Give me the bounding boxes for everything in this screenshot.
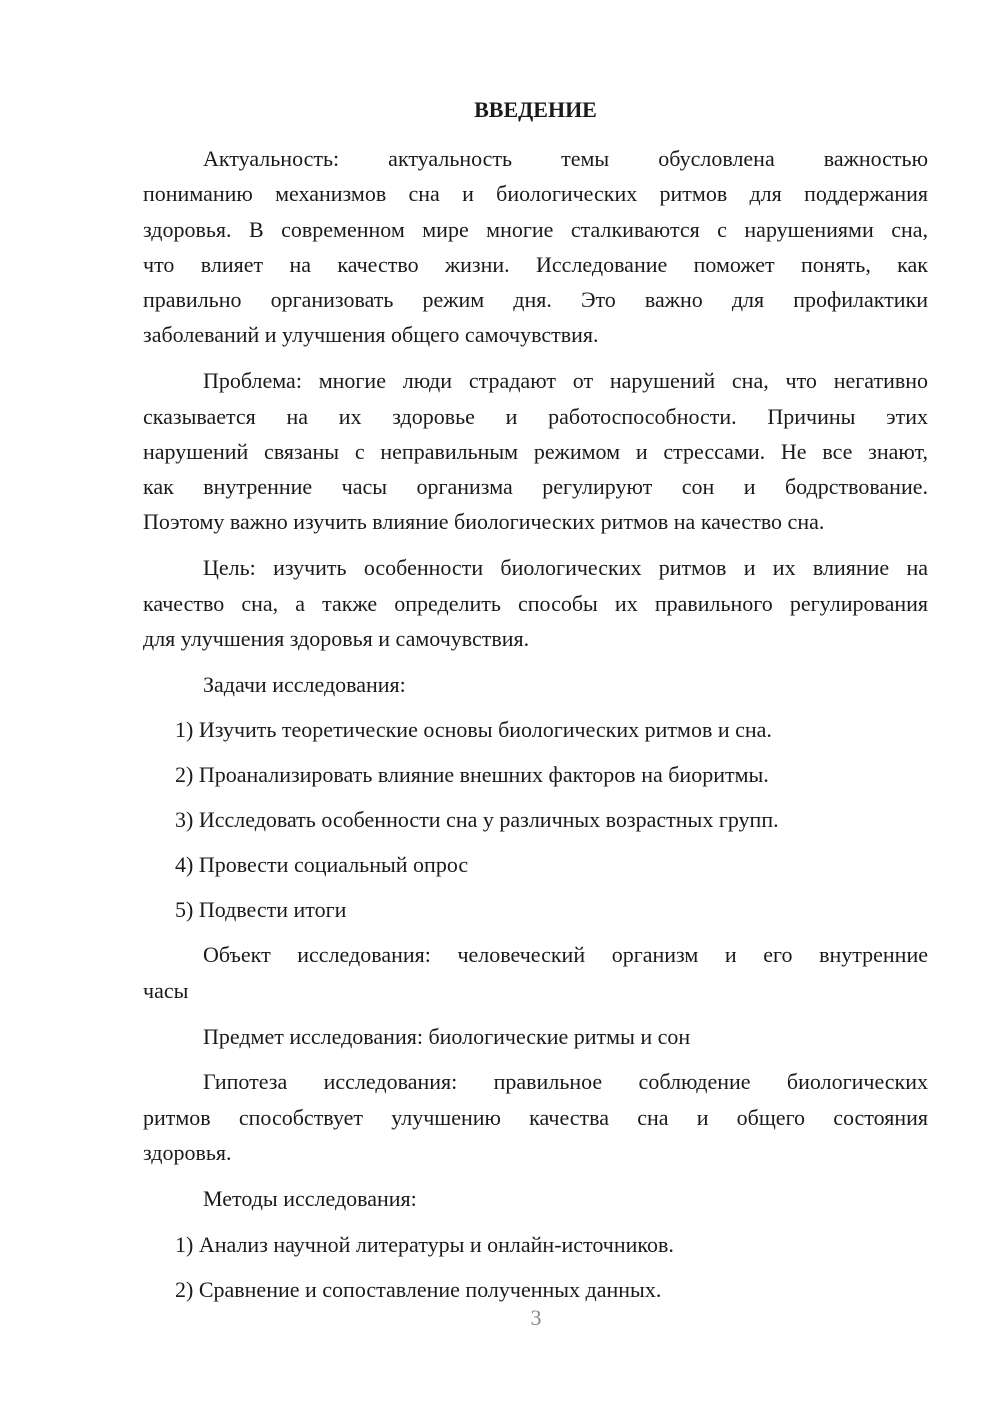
text-line: часы [143,977,189,1003]
list-item: 1) Изучить теоретические основы биологических ритмов и сна. [175,717,772,743]
text-line: Цель: изучить особенности биологических ритмов и их влияние на [203,555,928,581]
paragraph [143,667,928,702]
text-line: правильно организовать режим дня. Это важно для профилактики [143,287,928,313]
document-body [143,141,928,1307]
list-item: 3) Исследовать особенности сна у различных возрастных групп. [175,807,779,833]
text-line: Предмет исследования: биологические ритмы и сон [203,1023,691,1049]
text-line: качество сна, а также определить способы их правильного регулирования [143,590,928,616]
paragraph [143,937,928,1008]
text-line: Методы исследования: [203,1185,417,1211]
page-number: 3 [530,1305,542,1330]
section-heading: ВВЕДЕНИЕ [474,97,597,122]
text-line: Поэтому важно изучить влияние биологических ритмов на качество сна. [143,509,825,535]
list-item: 4) Провести социальный опрос [175,852,469,878]
paragraph [143,141,928,353]
document-page [143,92,928,1317]
text-line: нарушений связаны с неправильным режимом и стрессами. Не все знают, [143,438,928,464]
text-line: как внутренние часы организма регулируют сон и бодрствование. [143,474,928,500]
text-line: Проблема: многие люди страдают от нарушений сна, что негативно [203,368,928,394]
text-line: Объект исследования: человеческий организм и его внутренние [203,942,928,968]
text-line: сказывается на их здоровье и работоспособности. Причины этих [143,403,928,429]
text-line: Гипотеза исследования: правильное соблюдение биологических [203,1069,928,1095]
text-line: Задачи исследования: [203,671,406,697]
list-item: 1) Анализ научной литературы и онлайн-источников. [175,1231,674,1257]
list-item: 5) Подвести итоги [175,897,347,923]
paragraph [143,363,928,539]
text-line: здоровья. [143,1139,232,1165]
paragraph [143,1064,928,1170]
text-line: ритмов способствует улучшению качества сна и общего состояния [143,1104,928,1130]
text-line: здоровья. В современном мире многие сталкиваются с нарушениями сна, [143,216,928,242]
text-line: заболеваний и улучшения общего самочувствия. [143,322,599,348]
list-item: 2) Сравнение и сопоставление полученных данных. [175,1276,662,1302]
text-line: Актуальность: актуальность темы обусловлена важностью [203,146,928,171]
paragraph [143,1019,928,1054]
text-line: пониманию механизмов сна и биологических ритмов для поддержания [143,181,928,207]
list-item: 2) Проанализировать влияние внешних факторов на биоритмы. [175,762,769,788]
paragraph [143,1181,928,1216]
text-line: что влияет на качество жизни. Исследование поможет понять, как [143,251,928,277]
paragraph [143,550,928,656]
text-line: для улучшения здоровья и самочувствия. [143,625,530,651]
